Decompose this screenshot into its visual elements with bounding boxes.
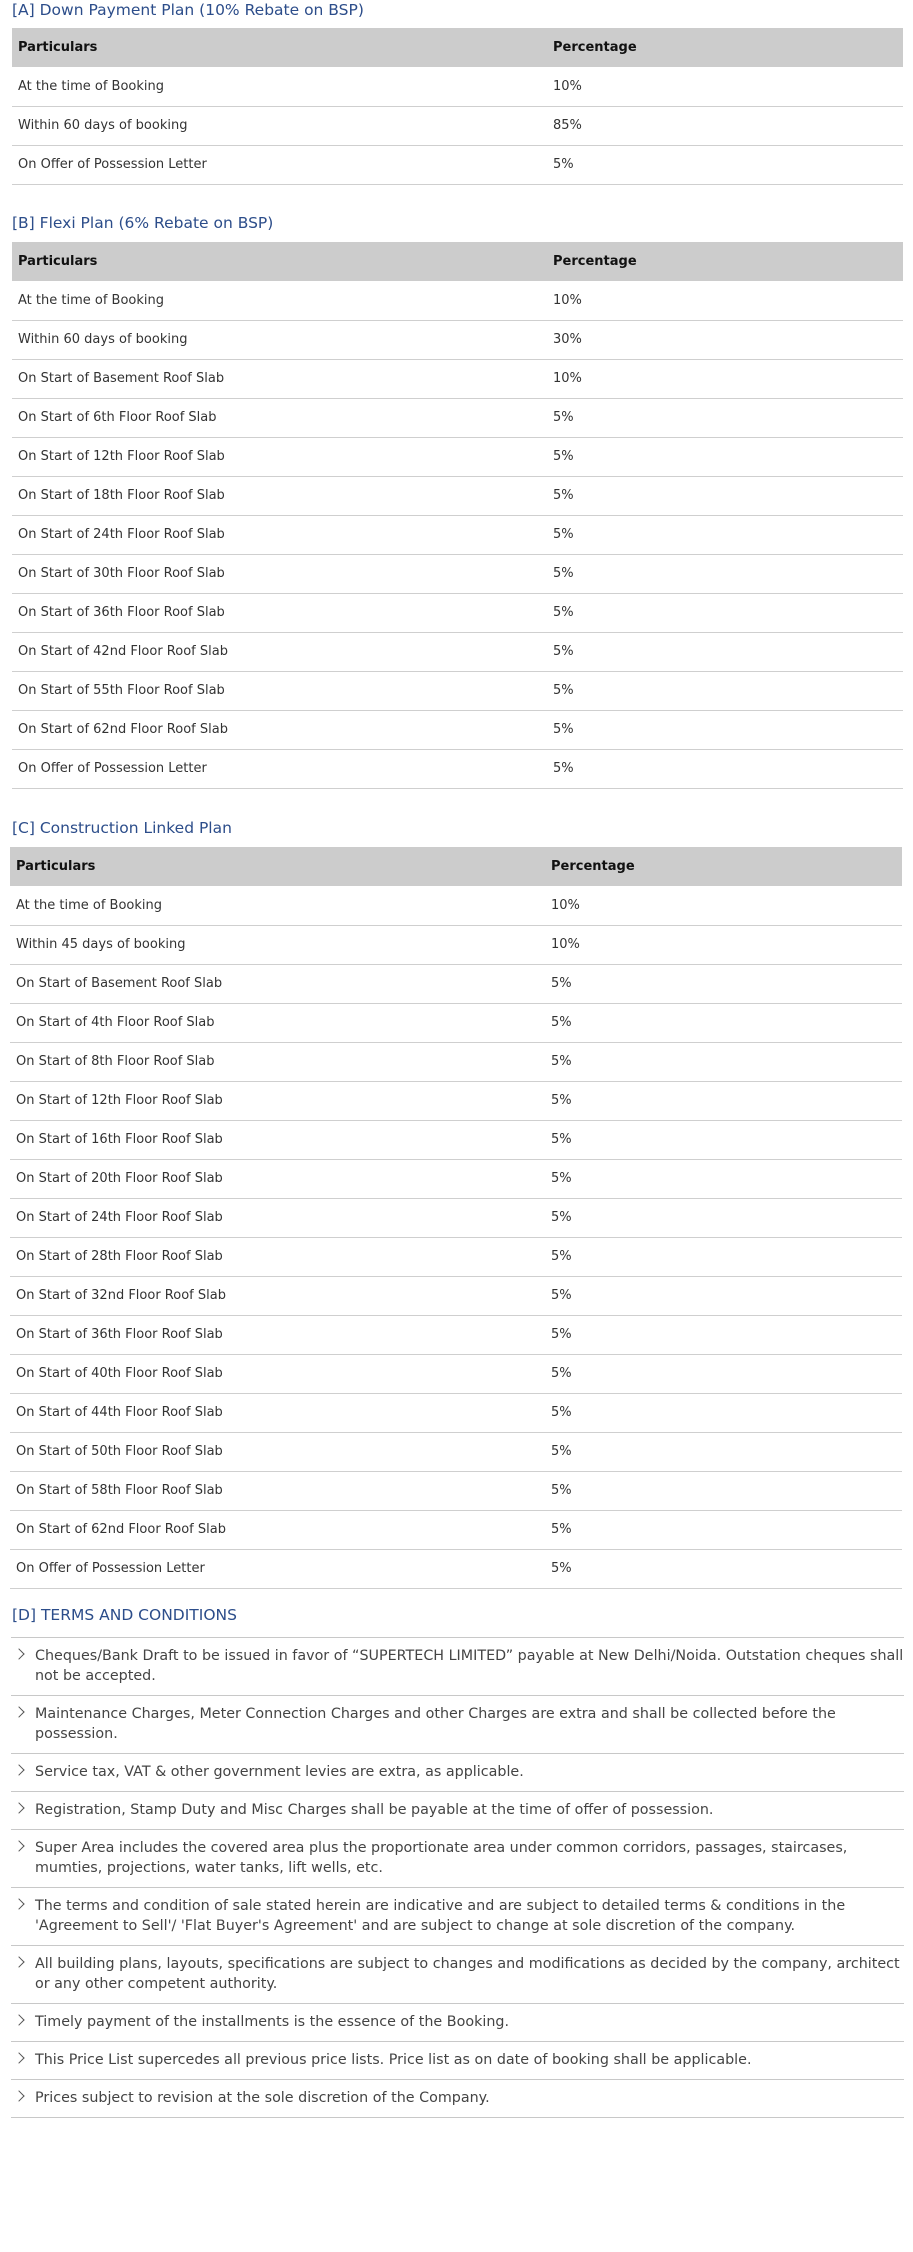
table-row (10, 1198, 902, 1237)
particulars-cell: At the time of Booking (12, 67, 547, 106)
particulars-cell: On Start of 16th Floor Roof Slab (10, 1120, 545, 1159)
particulars-cell: On Start of 62nd Floor Roof Slab (10, 1510, 545, 1549)
particulars-cell: On Start of 24th Floor Roof Slab (10, 1198, 545, 1237)
particulars-cell: On Start of 36th Floor Roof Slab (10, 1315, 545, 1354)
chevron-right-icon (13, 1764, 24, 1775)
particulars-cell: On Start of 42nd Floor Roof Slab (12, 632, 547, 671)
table-row (12, 593, 903, 632)
chevron-right-icon (13, 1840, 24, 1851)
percentage-cell: 5% (545, 1042, 902, 1081)
chevron-right-icon (13, 1802, 24, 1813)
particulars-cell: At the time of Booking (10, 886, 545, 925)
particulars-cell: On Start of 40th Floor Roof Slab (10, 1354, 545, 1393)
table-row (10, 1393, 902, 1432)
percentage-cell: 5% (545, 1510, 902, 1549)
percentage-cell: 30% (547, 320, 903, 359)
particulars-cell: On Start of Basement Roof Slab (12, 359, 547, 398)
construction-linked-plan-table (10, 847, 902, 1589)
percentage-cell: 5% (545, 1354, 902, 1393)
flexi-plan-table (12, 242, 903, 789)
down-payment-plan-table (12, 28, 903, 185)
percentage-cell: 5% (545, 1237, 902, 1276)
terms-item (11, 1887, 904, 1945)
terms-item (11, 2079, 904, 2118)
percentage-cell: 5% (547, 710, 903, 749)
percentage-cell: 5% (545, 1198, 902, 1237)
particulars-cell: On Start of 8th Floor Roof Slab (10, 1042, 545, 1081)
particulars-cell: On Start of Basement Roof Slab (10, 964, 545, 1003)
particulars-cell: On Start of 4th Floor Roof Slab (10, 1003, 545, 1042)
percentage-cell: 5% (545, 1081, 902, 1120)
particulars-cell: On Offer of Possession Letter (12, 749, 547, 788)
particulars-cell: On Offer of Possession Letter (12, 145, 547, 184)
percentage-cell: 5% (547, 398, 903, 437)
chevron-right-icon (13, 1898, 24, 1909)
table-row (12, 67, 903, 106)
table-row (10, 1315, 902, 1354)
percentage-cell: 5% (545, 1393, 902, 1432)
percentage-cell: 5% (547, 671, 903, 710)
table-row (10, 1159, 902, 1198)
table-row (10, 925, 902, 964)
table-row (12, 320, 903, 359)
percentage-cell: 5% (545, 964, 902, 1003)
table-row (12, 515, 903, 554)
table-row (12, 359, 903, 398)
chevron-right-icon (13, 2052, 24, 2063)
terms-item-text: Timely payment of the installments is the essence of the Booking. (35, 2014, 509, 2030)
percentage-cell: 10% (545, 925, 902, 964)
percentage-cell: 5% (547, 515, 903, 554)
table-header-row (12, 28, 903, 67)
particulars-cell: On Start of 32nd Floor Roof Slab (10, 1276, 545, 1315)
terms-title: [D] TERMS AND CONDITIONS (12, 1606, 237, 1624)
particulars-cell: Within 60 days of booking (12, 320, 547, 359)
percentage-cell: 10% (545, 886, 902, 925)
particulars-cell: On Start of 18th Floor Roof Slab (12, 476, 547, 515)
particulars-cell: Within 45 days of booking (10, 925, 545, 964)
terms-item-text: Cheques/Bank Draft to be issued in favor of “SUPERTECH LIMITED” payable at New Delhi/Noida. Outstation cheques shall not be accepted. (35, 1648, 904, 1684)
percentage-cell: 10% (547, 67, 903, 106)
terms-item-text: The terms and condition of sale stated herein are indicative and are subject to detailed terms & conditions in the 'Agreement to Sell'/ 'Flat Buyer's Agreement' and are subject to change at sole discretion of the company. (35, 1898, 846, 1934)
section-b-title: [B] Flexi Plan (6% Rebate on BSP) (12, 214, 274, 232)
terms-item-text: This Price List supercedes all previous price lists. Price list as on date of booking shall be applicable. (35, 2052, 752, 2068)
percentage-cell: 5% (547, 476, 903, 515)
particulars-cell: Within 60 days of booking (12, 106, 547, 145)
table-header-row (12, 242, 903, 281)
table-row (10, 1237, 902, 1276)
percentage-header: Percentage (547, 28, 903, 67)
terms-item-text: Prices subject to revision at the sole discretion of the Company. (35, 2090, 490, 2106)
table-row (10, 1510, 902, 1549)
table-row (12, 476, 903, 515)
chevron-right-icon (13, 2014, 24, 2025)
percentage-cell: 5% (545, 1276, 902, 1315)
particulars-header: Particulars (12, 28, 547, 67)
particulars-cell: On Start of 44th Floor Roof Slab (10, 1393, 545, 1432)
percentage-cell: 5% (545, 1315, 902, 1354)
percentage-cell: 5% (545, 1120, 902, 1159)
particulars-cell: On Offer of Possession Letter (10, 1549, 545, 1588)
table-row (12, 554, 903, 593)
percentage-cell: 5% (545, 1549, 902, 1588)
table-row (12, 710, 903, 749)
particulars-cell: On Start of 20th Floor Roof Slab (10, 1159, 545, 1198)
table-row (10, 1120, 902, 1159)
particulars-cell: On Start of 62nd Floor Roof Slab (12, 710, 547, 749)
table-row (12, 145, 903, 184)
percentage-cell: 5% (545, 1471, 902, 1510)
particulars-cell: On Start of 6th Floor Roof Slab (12, 398, 547, 437)
terms-item (11, 2003, 904, 2041)
table-row (12, 671, 903, 710)
table-row (12, 398, 903, 437)
terms-item (11, 1791, 904, 1829)
terms-list (11, 1637, 904, 2118)
percentage-cell: 10% (547, 281, 903, 320)
particulars-cell: On Start of 50th Floor Roof Slab (10, 1432, 545, 1471)
particulars-cell: At the time of Booking (12, 281, 547, 320)
table-row (10, 1432, 902, 1471)
table-row (12, 632, 903, 671)
percentage-cell: 5% (547, 632, 903, 671)
percentage-cell: 5% (545, 1003, 902, 1042)
terms-item-text: Maintenance Charges, Meter Connection Charges and other Charges are extra and shall be collected before the possession. (35, 1706, 836, 1742)
terms-item (11, 1695, 904, 1753)
chevron-right-icon (13, 1706, 24, 1717)
percentage-cell: 5% (545, 1432, 902, 1471)
chevron-right-icon (13, 2090, 24, 2101)
percentage-cell: 5% (545, 1159, 902, 1198)
particulars-header: Particulars (10, 847, 545, 886)
table-row (10, 1471, 902, 1510)
chevron-right-icon (13, 1956, 24, 1967)
particulars-cell: On Start of 58th Floor Roof Slab (10, 1471, 545, 1510)
table-row (12, 749, 903, 788)
table-header-row (10, 847, 902, 886)
particulars-cell: On Start of 28th Floor Roof Slab (10, 1237, 545, 1276)
terms-item-text: Registration, Stamp Duty and Misc Charges shall be payable at the time of offer of possession. (35, 1802, 714, 1818)
percentage-cell: 10% (547, 359, 903, 398)
particulars-cell: On Start of 55th Floor Roof Slab (12, 671, 547, 710)
terms-item (11, 2041, 904, 2079)
percentage-cell: 5% (547, 437, 903, 476)
table-row (12, 437, 903, 476)
particulars-cell: On Start of 36th Floor Roof Slab (12, 593, 547, 632)
terms-item-text: All building plans, layouts, specifications are subject to changes and modifications as decided by the company, architect or any other competent authority. (35, 1956, 900, 1992)
terms-item (11, 1829, 904, 1887)
table-row (10, 1081, 902, 1120)
percentage-cell: 85% (547, 106, 903, 145)
particulars-cell: On Start of 12th Floor Roof Slab (12, 437, 547, 476)
table-row (10, 1354, 902, 1393)
section-a-title: [A] Down Payment Plan (10% Rebate on BSP) (12, 1, 364, 19)
terms-item (11, 1637, 904, 1695)
table-row (10, 1276, 902, 1315)
terms-item (11, 1945, 904, 2003)
percentage-cell: 5% (547, 593, 903, 632)
particulars-cell: On Start of 30th Floor Roof Slab (12, 554, 547, 593)
percentage-cell: 5% (547, 145, 903, 184)
percentage-cell: 5% (547, 749, 903, 788)
table-row (12, 106, 903, 145)
section-c-title: [C] Construction Linked Plan (12, 819, 232, 837)
particulars-header: Particulars (12, 242, 547, 281)
table-row (10, 964, 902, 1003)
terms-item (11, 1753, 904, 1791)
particulars-cell: On Start of 12th Floor Roof Slab (10, 1081, 545, 1120)
terms-item-text: Super Area includes the covered area plus the proportionate area under common corridors, passages, staircases, mumties, projections, water tanks, lift wells, etc. (35, 1840, 848, 1876)
chevron-right-icon (13, 1648, 24, 1659)
percentage-header: Percentage (545, 847, 902, 886)
particulars-cell: On Start of 24th Floor Roof Slab (12, 515, 547, 554)
table-row (10, 886, 902, 925)
table-row (10, 1549, 902, 1588)
percentage-cell: 5% (547, 554, 903, 593)
table-row (10, 1042, 902, 1081)
percentage-header: Percentage (547, 242, 903, 281)
table-row (10, 1003, 902, 1042)
terms-item-text: Service tax, VAT & other government levies are extra, as applicable. (35, 1764, 524, 1780)
table-row (12, 281, 903, 320)
